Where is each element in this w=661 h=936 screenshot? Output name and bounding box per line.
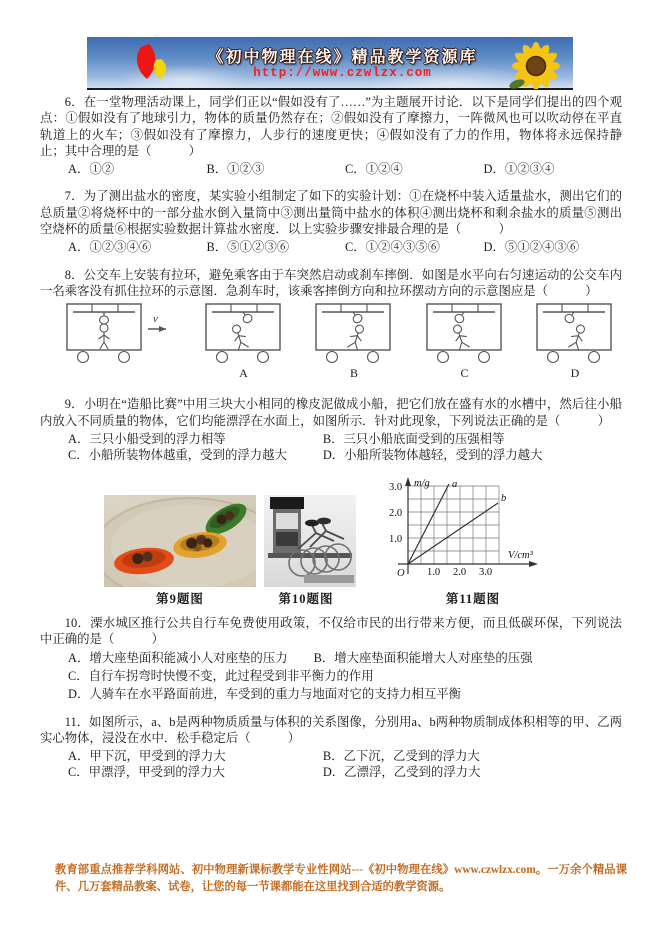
question-8 — [40, 267, 622, 381]
line-a-label: a — [452, 479, 458, 491]
bus-figure-label-d: D — [570, 366, 580, 381]
flame-logo-icon — [125, 43, 173, 90]
site-banner — [87, 37, 573, 90]
figures-row — [104, 474, 622, 607]
option-9-d: D．小船所装物体越轻，受到的浮力越大 — [322, 448, 543, 463]
sunflower-icon — [509, 39, 567, 94]
option-9-a: A．三只小船受到的浮力相等 — [68, 431, 226, 446]
promo-footer: 教育部重点推荐学科网站、初中物理新课标教学专业性网站---《初中物理在线》www.czwlzx.com。一万余个精品课件、几万套精品教案、试卷，让您的每一节课都能在这里找到合适的教学资源。 — [55, 864, 627, 893]
bus-figure-c — [426, 303, 504, 380]
question-10-options-ab — [40, 650, 622, 666]
question-7 — [40, 188, 622, 255]
hanging-ring — [100, 312, 109, 324]
line-a — [408, 484, 449, 564]
option-10-b: B．增大座垫面积能增大人对座垫的压强 — [313, 650, 533, 665]
figure-10-caption: 第10题图 — [278, 591, 334, 606]
option-10-d: D．人骑车在水平路面前进，车受到的重力与地面对它的支持力相互平衡 — [68, 687, 462, 702]
question-7-options — [40, 239, 622, 255]
option-6-d: D．①②③④ — [483, 162, 555, 177]
question-11-options — [40, 748, 622, 781]
option-7-b: B．⑤①②③⑥ — [206, 240, 290, 255]
option-11-b: B．乙下沉，乙受到的浮力大 — [322, 749, 480, 764]
question-8-figures — [66, 303, 614, 380]
question-10 — [40, 615, 622, 702]
option-6-a: A．①② — [68, 162, 115, 177]
figure-9-caption: 第9题图 — [156, 591, 204, 606]
y-axis-label: m/g — [414, 478, 430, 490]
y-tick-3: 3.0 — [389, 482, 403, 494]
question-6 — [40, 94, 622, 177]
question-9 — [40, 396, 622, 463]
option-7-d: D．⑤①②④③⑥ — [483, 240, 580, 255]
option-6-c: C．①②④ — [345, 162, 403, 177]
option-11-d: D．乙漂浮，乙受到的浮力大 — [322, 765, 481, 780]
banner-title: 《初中物理在线》精品教学资源库 — [207, 49, 478, 66]
bus-figure-b — [315, 303, 393, 380]
clay-boats-photo — [104, 495, 256, 587]
option-10-a: A．增大座垫面积能减小人对座垫的压力 — [68, 650, 288, 665]
x-tick-1: 1.0 — [427, 567, 441, 579]
option-11-c: C．甲漂浮，甲受到的浮力大 — [68, 765, 225, 780]
x-axis-label: V/cm³ — [508, 550, 533, 562]
question-7-stem: 7．为了测出盐水的密度，某实验小组制定了如下的实验计划：①在烧杯中装入适量盐水，测出它们的总质量②将烧杯中的一部分盐水倒入量筒中③测出量筒中盐水的体积④测出烧杯和剩余盐水的质量⑤测出空烧杯的质量⑥根据实验数据计算盐水密度．以上实验步骤安排最合理的是（ ） — [40, 189, 622, 237]
figure-10 — [256, 495, 356, 607]
question-9-stem: 9．小明在“造船比赛”中用三块大小相同的橡皮泥做成小船，把它们放在盛有水的水槽中，然后往小船内放入不同质量的物体，它们均能漂浮在水面上，如图所示．针对此现象，下列说法正确的是（ ） — [40, 397, 622, 428]
bus-figure-label — [66, 367, 172, 380]
velocity-label: v — [153, 313, 158, 326]
bus-figure-d — [536, 303, 614, 380]
bus-figure-label-a: A — [239, 366, 248, 381]
option-7-c: C．①②④③⑤⑥ — [345, 240, 440, 255]
banner-url-link[interactable]: http://www.czwlzx.com — [253, 66, 432, 80]
question-8-stem: 8．公交车上安装有拉环，避免乘客由于车突然启动或刹车摔倒．如图是水平向右匀速运动的公交车内一名乘客没有抓住拉环的示意图．急刹车时，该乘客摔倒方向和拉环摆动方向的示意图应是（ ） — [40, 267, 622, 298]
option-9-c: C．小船所装物体越重，受到的浮力越大 — [68, 448, 287, 463]
figure-11 — [384, 474, 562, 607]
bus-figure-label-b: B — [349, 366, 358, 381]
y-tick-1: 1.0 — [389, 534, 403, 546]
velocity-arrow-icon — [148, 313, 166, 332]
bus-figure-a — [205, 303, 283, 380]
questions-area — [40, 94, 622, 792]
option-7-a: A．①②③④⑥ — [68, 240, 152, 255]
question-6-options — [40, 161, 622, 177]
question-6-stem: 6．在一堂物理活动课上，同学们正以“假如没有了……”为主题展开讨论．以下是同学们提出的四个观点：①假如没有了地球引力，物体的质量仍然存在；②假如没有了摩擦力，一阵微风也可以吹动停在平直轨道上的火车；③假如没有了摩擦力，人步行的速度更快；④假如没有了力的作用，物体将永远保持静止；其中合理的是（ ） — [40, 95, 622, 158]
mass-volume-graph — [384, 474, 562, 582]
bus-figure-label-c: C — [460, 366, 469, 381]
bicycle-station-photo — [264, 495, 356, 587]
question-9-options — [40, 431, 622, 464]
line-b-label: b — [501, 493, 507, 505]
figure-9 — [104, 495, 256, 607]
option-6-b: B．①②③ — [206, 162, 265, 177]
question-11 — [40, 714, 622, 781]
x-tick-2: 2.0 — [453, 567, 467, 579]
x-tick-3: 3.0 — [479, 567, 493, 579]
option-10-c: C．自行车拐弯时快慢不变，此过程受到非平衡力的作用 — [68, 668, 374, 683]
question-10-stem: 10．溧水城区推行公共自行车免费使用政策，不仅给市民的出行带来方便，而且低碳环保，下列说法中正确的是（ ） — [40, 616, 622, 647]
origin-label: O — [397, 568, 405, 580]
question-11-stem: 11．如图所示，a、b是两种物质质量与体积的关系图像，分别用a、b两种物质制成体积相等的甲、乙两实心物体，浸没在水中．松手稳定后（ ） — [40, 714, 622, 745]
option-9-b: B．三只小船底面受到的压强相等 — [322, 431, 505, 446]
y-tick-2: 2.0 — [389, 508, 403, 520]
passenger-upright — [99, 324, 110, 349]
bus-figure-reference — [66, 303, 172, 380]
figure-11-caption: 第11题图 — [445, 591, 501, 606]
option-11-a: A．甲下沉，甲受到的浮力大 — [68, 749, 226, 764]
